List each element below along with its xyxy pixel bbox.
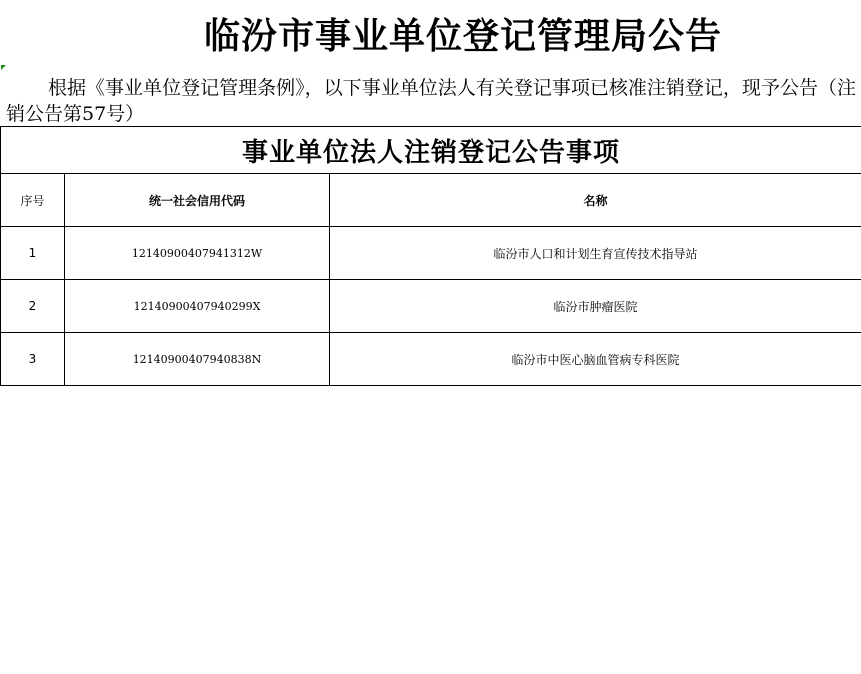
table-title-row bbox=[1, 127, 861, 174]
cell-comment-marker bbox=[1, 65, 6, 70]
table-title: 事业单位法人注销登记公告事项 bbox=[1, 127, 861, 174]
row-credit-code: 12140900407940838N bbox=[65, 333, 330, 386]
header-credit-code: 统一社会信用代码 bbox=[65, 174, 330, 227]
table-row bbox=[1, 333, 861, 386]
row-name: 临汾市中医心脑血管病专科医院 bbox=[330, 333, 861, 386]
row-credit-code: 12140900407940299X bbox=[65, 280, 330, 333]
row-seq: 2 bbox=[1, 280, 65, 333]
row-seq: 3 bbox=[1, 333, 65, 386]
row-name: 临汾市人口和计划生育宣传技术指导站 bbox=[330, 227, 861, 280]
intro-paragraph: 根据《事业单位登记管理条例》，以下事业单位法人有关登记事项已核准注销登记，现予公告（注销公告第57号） bbox=[6, 77, 856, 125]
table-header-row bbox=[1, 174, 861, 227]
cancellation-table bbox=[0, 126, 861, 386]
row-credit-code: 12140900407941312W bbox=[65, 227, 330, 280]
table-row bbox=[1, 280, 861, 333]
page-title: 临汾市事业单位登记管理局公告 bbox=[203, 15, 722, 57]
row-name: 临汾市肿瘤医院 bbox=[330, 280, 861, 333]
row-seq: 1 bbox=[1, 227, 65, 280]
table-row bbox=[1, 227, 861, 280]
header-seq: 序号 bbox=[1, 174, 65, 227]
header-name: 名称 bbox=[330, 174, 861, 227]
